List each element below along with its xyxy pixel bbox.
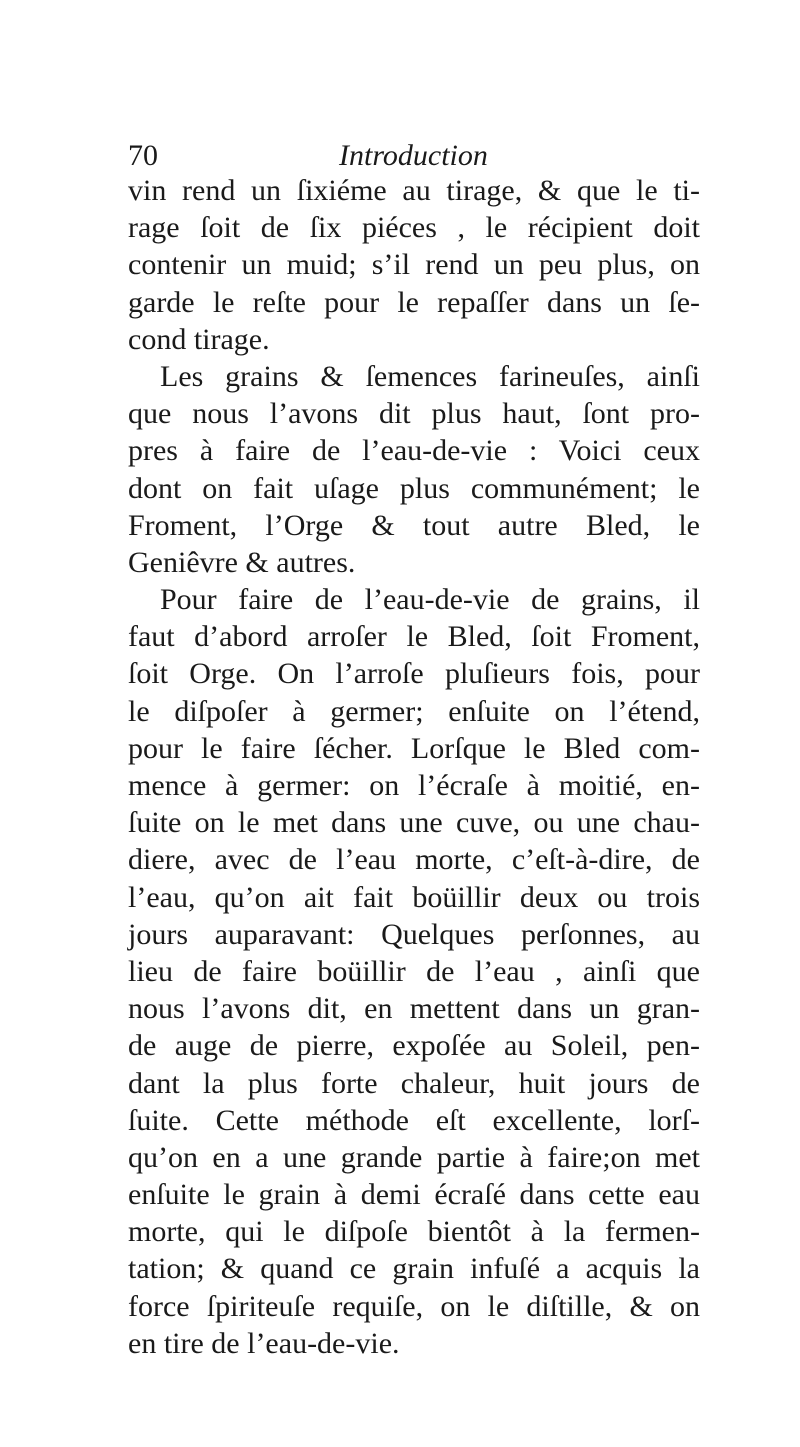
text-line: enſuite le grain à demi écraſé dans cette eau [128,1178,700,1212]
text-line: tation; & quand ce grain infuſé a acquis la [128,1252,700,1286]
text-line: lieu de faire boüillir de l’eau , ainſi que [128,954,700,988]
text-line: le diſpoſer à germer; enſuite on l’étend, [128,694,700,728]
text-line: diere, avec de l’eau morte, c’eſt-à-dire, de [128,843,700,877]
text-line: Froment, l’Orge & tout autre Bled, le [128,508,700,542]
text-line: Les grains & ſemences farineuſes, ainſi [160,359,700,393]
text-line: Geniêvre & autres. [128,545,356,579]
text-line: pres à faire de l’eau-de-vie : Voici ceux [128,434,700,468]
page-number: 70 [128,139,158,172]
running-title: Introduction [339,139,488,172]
running-head [128,136,688,176]
text-line: ſoit Orge. On l’arroſe pluſieurs fois, pour [128,657,700,691]
text-line: dant la plus forte chaleur, huit jours de [128,1066,700,1100]
text-line: ſuite. Cette méthode eſt excellente, lorſ- [128,1103,700,1137]
text-line: nous l’avons dit, en mettent dans un gran- [128,992,700,1026]
text-line: morte, qui le diſpoſe bientôt à la fermen- [128,1215,700,1249]
text-line: Pour faire de l’eau-de-vie de grains, il [160,583,700,617]
text-line: faut d’abord arroſer le Bled, ſoit Froment, [128,620,700,654]
body-text [128,172,700,1362]
text-line: vin rend un ſixiéme au tirage, & que le ti- [128,174,700,207]
text-line: dont on fait uſage plus communément; le [128,471,700,505]
text-line: pour le faire ſécher. Lorſque le Bled com- [128,731,700,765]
text-line: contenir un muid; s’il rend un peu plus, on [128,248,700,282]
text-line: garde le reſte pour le repaſſer dans un ſe- [128,285,700,319]
text-line: l’eau, qu’on ait fait boüillir deux ou trois [128,880,700,914]
text-line: que nous l’avons dit plus haut, ſont pro- [128,397,700,431]
text-line: mence à germer: on l’écraſe à moitié, en- [128,769,700,802]
text-line: en tire de l’eau-de-vie. [128,1326,400,1360]
text-line: force ſpiriteuſe requiſe, on le diſtille, & on [128,1289,700,1323]
text-line: cond tirage. [128,322,270,356]
text-line: rage ſoit de ſix piéces , le récipient doit [128,211,700,245]
text-line: ſuite on le met dans une cuve, ou une chau- [128,806,700,840]
text-line: jours auparavant: Quelques perſonnes, au [128,917,700,951]
text-line: qu’on en a une grande partie à faire;on met [128,1140,700,1174]
text-line: de auge de pierre, expoſée au Soleil, pen- [128,1029,700,1063]
